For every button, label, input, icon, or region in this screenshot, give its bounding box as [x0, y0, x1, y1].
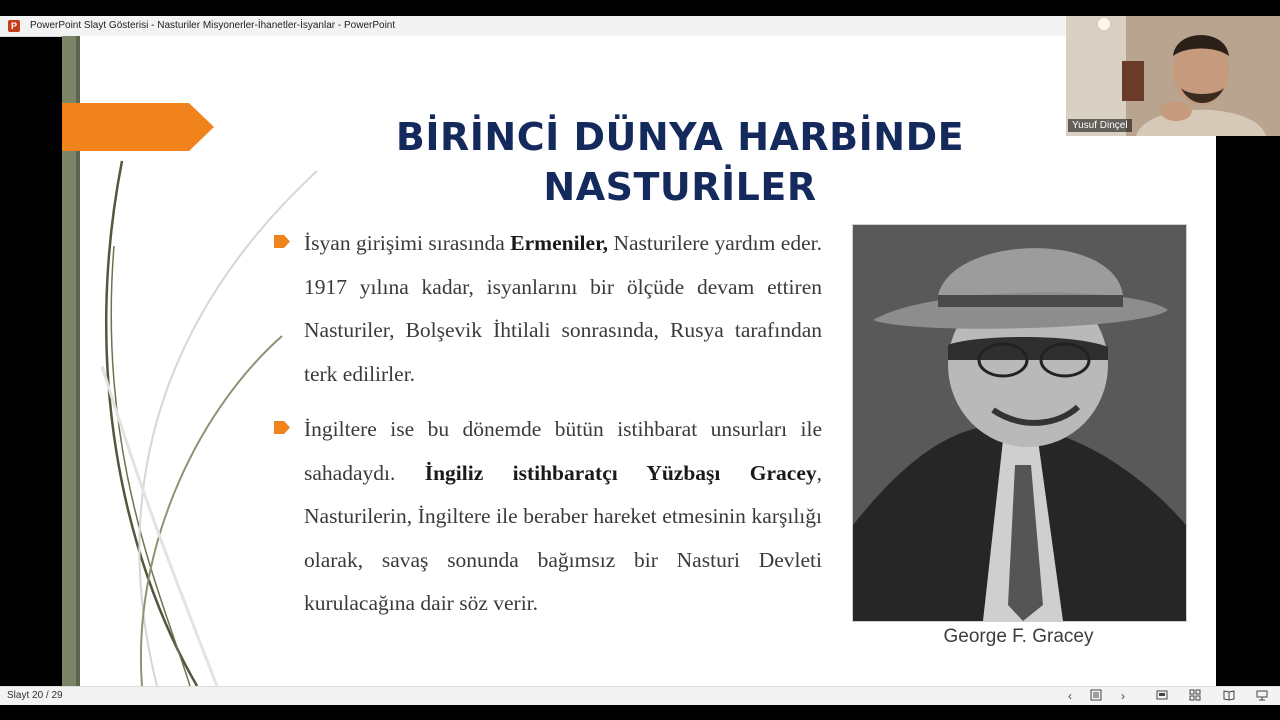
bullet-arrow-icon: [274, 421, 290, 434]
slide-sorter-icon[interactable]: [1188, 689, 1202, 703]
status-bar: [0, 686, 1280, 705]
title-line-2: NASTURİLER: [543, 165, 817, 209]
bullet-text: , Nasturilerin, İngiltere ile beraber hareket etmesinin karşılığı olarak, savaş sonunda bağımsız bir Nasturi Devleti kurulacağına dair söz verir.: [304, 460, 822, 615]
bullet-item: [274, 408, 822, 626]
powerpoint-icon: P: [8, 20, 20, 32]
slide-counter: Slayt 20 / 29: [7, 690, 63, 701]
bullet-text: Nasturilere yardım eder. 1917 yılına kadar, isyanlarını bir ölçüde devam ettiren Nasturiler, Bolşevik İhtilali sonrasında, Rusya tarafından terk edilirler.: [304, 231, 822, 386]
window-title: PowerPoint Slayt Gösterisi - Nasturiler Misyonerler-İhanetler-İsyanlar - PowerPoint: [30, 20, 396, 31]
bullet-text: İsyan girişimi sırasında: [304, 231, 511, 255]
participant-name: Yusuf Dinçel: [1068, 119, 1132, 132]
previous-icon[interactable]: ‹: [1068, 689, 1072, 703]
slide-title: [342, 112, 1018, 212]
title-line-1: BİRİNCİ DÜNYA HARBİNDE: [395, 115, 965, 159]
bullet-arrow-icon: [274, 235, 290, 248]
bullet-text-bold: Ermeniler,: [510, 231, 609, 255]
slide[interactable]: [62, 36, 1216, 686]
bullet-text: İngiltere ise bu dönemde bütün istihbarat unsurları ile sahadaydı.: [304, 417, 822, 485]
reading-view-icon[interactable]: [1222, 689, 1236, 703]
slide-notes-icon[interactable]: [1089, 689, 1103, 703]
photo-caption: George F. Gracey: [943, 626, 1094, 647]
normal-view-icon[interactable]: [1155, 689, 1169, 703]
bullet-text-bold: İngiliz istihbaratçı Yüzbaşı Gracey: [424, 460, 817, 485]
bullet-item: [274, 222, 822, 396]
webcam-video: [1066, 16, 1280, 136]
portrait-photo: [852, 224, 1187, 622]
slideshow-icon[interactable]: [1255, 689, 1269, 703]
slide-body: [274, 222, 822, 638]
orange-arrow-shape: [62, 103, 214, 151]
next-icon[interactable]: ›: [1121, 689, 1125, 703]
